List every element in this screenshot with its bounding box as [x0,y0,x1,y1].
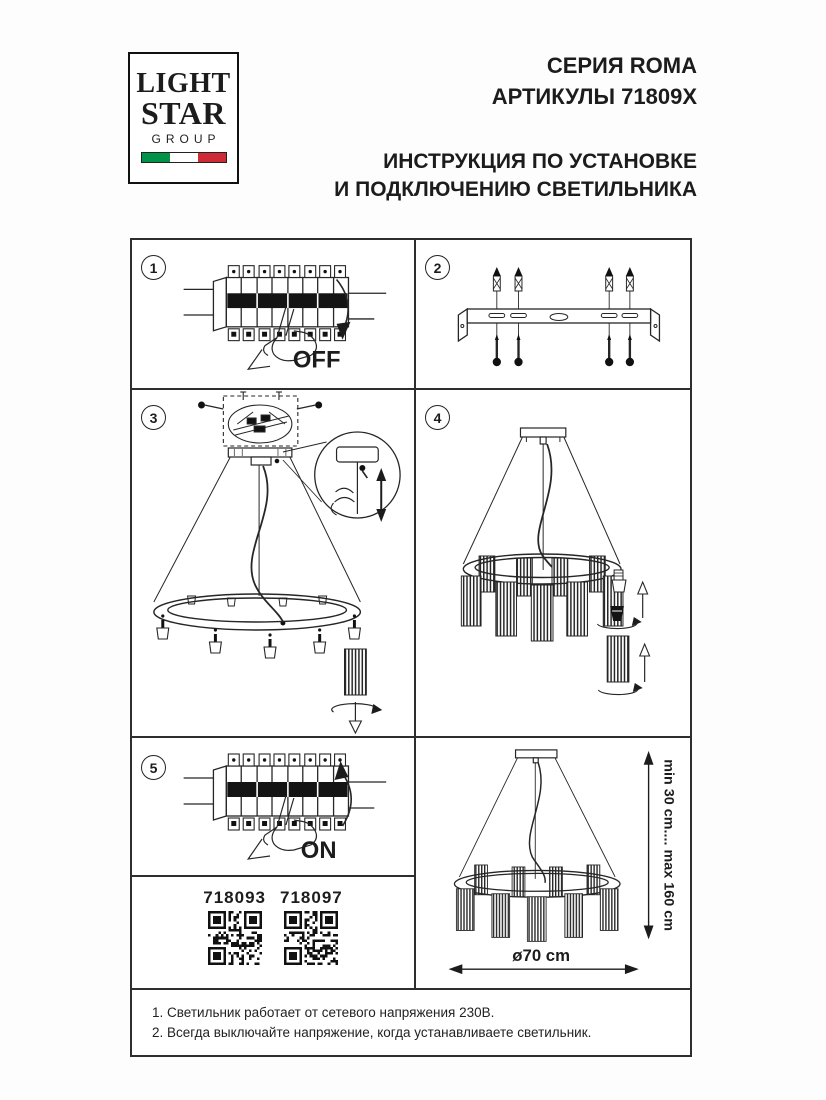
logo-word-light: LIGHT [136,68,231,99]
step-5-panel [132,738,416,877]
qr-group-left [203,888,266,970]
italian-flag-icon [141,152,227,163]
qr-panel [132,877,416,988]
header [334,50,697,204]
qr-code-icon [284,911,338,965]
diameter-label: ø70 cm [512,946,571,966]
article-number: 718097 [280,888,343,907]
logo-word-group: GROUP [151,132,221,146]
qr-code-icon [208,911,262,965]
dimensions-illustration [416,738,690,988]
articles-title: АРТИКУЛЫ 71809X [491,84,697,109]
anchor-icons [493,267,634,291]
footnotes [130,990,692,1057]
step-4-panel [416,390,690,738]
cable-adjust-detail [283,432,400,522]
instruction-grid [130,238,692,990]
article-number: 718093 [203,888,266,907]
instruction-title-line2: И ПОДКЛЮЧЕНИЮ СВЕТИЛЬНИКА [334,178,697,201]
height-dimension [644,751,677,939]
instruction-title-line1: ИНСТРУКЦИЯ ПО УСТАНОВКЕ [383,150,697,173]
step-1-number: 1 [141,255,166,280]
logo-word-star: STAR [141,95,226,131]
breaker-off-illustration [132,240,414,388]
step-5-number: 5 [141,755,166,780]
diameter-dimension [449,946,639,974]
breaker-on-illustration [132,738,414,875]
height-range-label: min 30 cm.... max 160 cm [660,759,677,932]
screw-icons [493,334,634,366]
step-3-number: 3 [141,405,166,430]
step-4-number: 4 [425,405,450,430]
on-label: ON [300,836,337,865]
step-2-panel [416,240,690,390]
step-3-panel [132,390,416,738]
lightstar-logo [128,52,239,184]
note-line-2: 2. Всегда выключайте напряжение, когда устанавливаете светильник. [152,1025,592,1040]
step-2-number: 2 [425,255,450,280]
canopy-mounting-illustration [132,390,414,736]
mounting-bracket-illustration [416,240,690,388]
qr-group-right [280,888,343,970]
note-line-1: 1. Светильник работает от сетевого напряжения 230В. [152,1005,495,1020]
chandelier-shades-illustration [416,390,690,736]
shade-install-icons [332,649,383,733]
off-label: OFF [292,346,341,374]
dimensions-panel [416,738,690,988]
terminal-block [233,412,289,435]
series-title: СЕРИЯ ROMA [546,53,697,78]
step-1-panel [132,240,416,390]
